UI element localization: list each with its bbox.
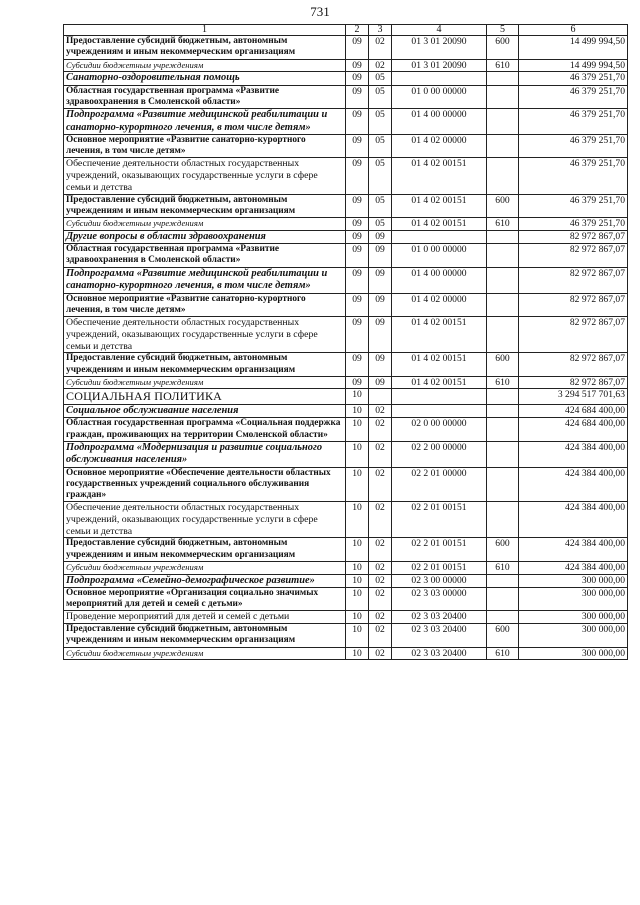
- row-amount: 424 684 400,00: [519, 418, 628, 442]
- row-name: Другие вопросы в области здравоохранения: [64, 230, 346, 243]
- row-expense-type: 600: [487, 353, 519, 377]
- row-name: Предоставление субсидий бюджетным, автономным учреждениям и иным некоммерческим организациям: [64, 36, 346, 60]
- row-amount: 424 684 400,00: [519, 404, 628, 417]
- budget-table: [63, 24, 628, 660]
- row-subsection: 02: [369, 624, 392, 648]
- table-row: [64, 624, 628, 648]
- row-subsection: 02: [369, 574, 392, 587]
- row-amount: 14 499 994,50: [519, 59, 628, 72]
- column-header-target-article: 4: [392, 25, 487, 36]
- row-expense-type: [487, 109, 519, 135]
- row-name: Основное мероприятие «Развитие санаторно-курортного лечения, в том числе детям»: [64, 293, 346, 316]
- row-target-article: 01 3 01 20090: [392, 36, 487, 60]
- table-row: [64, 538, 628, 562]
- row-amount: 424 384 400,00: [519, 538, 628, 562]
- table-row: [64, 293, 628, 316]
- table-row: [64, 588, 628, 611]
- table-row: [64, 267, 628, 293]
- row-name: Субсидии бюджетным учреждениям: [64, 562, 346, 575]
- row-expense-type: [487, 404, 519, 417]
- row-section: 10: [346, 404, 369, 417]
- row-target-article: 01 0 00 00000: [392, 85, 487, 109]
- row-name: Санаторно-оздоровительная помощь: [64, 72, 346, 85]
- row-section: 10: [346, 562, 369, 575]
- row-subsection: 09: [369, 376, 392, 389]
- row-name: Обеспечение деятельности областных государственных учреждений, оказывающих государственные услуги в сфере семьи и детства: [64, 502, 346, 538]
- row-subsection: 09: [369, 267, 392, 293]
- table-row: [64, 230, 628, 243]
- row-amount: 300 000,00: [519, 574, 628, 587]
- row-target-article: 02 2 01 00000: [392, 467, 487, 501]
- table-row: [64, 562, 628, 575]
- row-name: Подпрограмма «Модернизация и развитие социального обслуживания населения»: [64, 441, 346, 467]
- row-subsection: 02: [369, 502, 392, 538]
- row-amount: 46 379 251,70: [519, 158, 628, 194]
- row-name: Предоставление субсидий бюджетным, автономным учреждениям и иным некоммерческим организациям: [64, 353, 346, 377]
- row-target-article: 02 3 03 00000: [392, 588, 487, 611]
- row-expense-type: 610: [487, 647, 519, 660]
- table-row: [64, 647, 628, 660]
- table-row: [64, 418, 628, 442]
- row-name: Основное мероприятие «Развитие санаторно-курортного лечения, в том числе детям»: [64, 135, 346, 158]
- row-subsection: 02: [369, 404, 392, 417]
- row-section: 10: [346, 502, 369, 538]
- row-name: Социальное обслуживание населения: [64, 404, 346, 417]
- row-subsection: 09: [369, 244, 392, 268]
- row-amount: 82 972 867,07: [519, 317, 628, 353]
- row-amount: 300 000,00: [519, 647, 628, 660]
- row-name: Субсидии бюджетным учреждениям: [64, 59, 346, 72]
- row-name: Субсидии бюджетным учреждениям: [64, 218, 346, 231]
- table-row: [64, 109, 628, 135]
- row-amount: 300 000,00: [519, 588, 628, 611]
- row-name: Субсидии бюджетным учреждениям: [64, 376, 346, 389]
- row-expense-type: 610: [487, 562, 519, 575]
- row-target-article: 01 4 02 00000: [392, 135, 487, 158]
- row-subsection: 05: [369, 109, 392, 135]
- row-expense-type: [487, 293, 519, 316]
- row-subsection: 02: [369, 467, 392, 501]
- row-target-article: [392, 72, 487, 85]
- row-section: 09: [346, 293, 369, 316]
- row-subsection: 05: [369, 135, 392, 158]
- row-name: Областная государственная программа «Социальная поддержка граждан, проживающих на территории Смоленской области»: [64, 418, 346, 442]
- column-header-amount: 6: [519, 25, 628, 36]
- row-section: 10: [346, 538, 369, 562]
- row-amount: 82 972 867,07: [519, 376, 628, 389]
- row-expense-type: 600: [487, 194, 519, 218]
- row-section: 09: [346, 59, 369, 72]
- row-expense-type: [487, 317, 519, 353]
- row-section: 09: [346, 218, 369, 231]
- row-section: 09: [346, 72, 369, 85]
- row-section: 09: [346, 230, 369, 243]
- row-section: 09: [346, 85, 369, 109]
- row-name: Основное мероприятие «Организация социально значимых мероприятий для детей и семей с детьми»: [64, 588, 346, 611]
- table-row: [64, 59, 628, 72]
- row-section: 09: [346, 376, 369, 389]
- row-expense-type: [487, 441, 519, 467]
- row-section: 09: [346, 267, 369, 293]
- row-section: 09: [346, 36, 369, 60]
- row-expense-type: 600: [487, 36, 519, 60]
- table-row: [64, 376, 628, 389]
- row-name: Обеспечение деятельности областных государственных учреждений, оказывающих государственные услуги в сфере семьи и детства: [64, 158, 346, 194]
- row-amount: 424 384 400,00: [519, 441, 628, 467]
- row-section: 10: [346, 588, 369, 611]
- table-row: [64, 85, 628, 109]
- row-section: 09: [346, 317, 369, 353]
- row-subsection: 02: [369, 36, 392, 60]
- table-row: [64, 353, 628, 377]
- row-target-article: 02 2 01 00151: [392, 562, 487, 575]
- row-amount: 46 379 251,70: [519, 85, 628, 109]
- row-subsection: 05: [369, 85, 392, 109]
- row-target-article: 01 0 00 00000: [392, 244, 487, 268]
- row-subsection: 02: [369, 441, 392, 467]
- row-expense-type: 610: [487, 376, 519, 389]
- row-expense-type: [487, 611, 519, 624]
- column-header-name: 1: [64, 25, 346, 36]
- row-amount: 424 384 400,00: [519, 562, 628, 575]
- row-target-article: 02 2 01 00151: [392, 502, 487, 538]
- row-name: Предоставление субсидий бюджетным, автономным учреждениям и иным некоммерческим организациям: [64, 538, 346, 562]
- table-row: [64, 218, 628, 231]
- row-subsection: 02: [369, 418, 392, 442]
- row-section: 09: [346, 158, 369, 194]
- row-subsection: 02: [369, 562, 392, 575]
- row-name: Областная государственная программа «Развитие здравоохранения в Смоленской области»: [64, 85, 346, 109]
- row-target-article: 01 4 00 00000: [392, 109, 487, 135]
- row-expense-type: [487, 230, 519, 243]
- table-row: [64, 441, 628, 467]
- row-subsection: 02: [369, 611, 392, 624]
- row-name: Субсидии бюджетным учреждениям: [64, 647, 346, 660]
- row-amount: 82 972 867,07: [519, 267, 628, 293]
- row-section: 09: [346, 135, 369, 158]
- row-name: СОЦИАЛЬНАЯ ПОЛИТИКА: [64, 389, 346, 404]
- row-name: Областная государственная программа «Развитие здравоохранения в Смоленской области»: [64, 244, 346, 268]
- row-target-article: [392, 230, 487, 243]
- row-name: Подпрограмма «Семейно-демографическое развитие»: [64, 574, 346, 587]
- table-header-row: [64, 25, 628, 36]
- row-subsection: 09: [369, 230, 392, 243]
- row-target-article: 01 4 02 00151: [392, 353, 487, 377]
- row-expense-type: [487, 389, 519, 404]
- row-name: Обеспечение деятельности областных государственных учреждений, оказывающих государственные услуги в сфере семьи и детства: [64, 317, 346, 353]
- row-subsection: 09: [369, 317, 392, 353]
- row-name: Подпрограмма «Развитие медицинской реабилитации и санаторно-курортного лечения, в том числе детям»: [64, 109, 346, 135]
- column-header-subsection: 3: [369, 25, 392, 36]
- table-row: [64, 194, 628, 218]
- row-section: 10: [346, 389, 369, 404]
- row-amount: 82 972 867,07: [519, 244, 628, 268]
- row-subsection: 09: [369, 353, 392, 377]
- row-expense-type: [487, 158, 519, 194]
- table-row: [64, 404, 628, 417]
- row-section: 09: [346, 109, 369, 135]
- page-number: 731: [310, 4, 330, 19]
- row-target-article: 01 4 02 00151: [392, 317, 487, 353]
- row-section: 10: [346, 418, 369, 442]
- row-subsection: 02: [369, 538, 392, 562]
- row-target-article: 01 4 02 00151: [392, 376, 487, 389]
- table-row: [64, 72, 628, 85]
- row-section: 09: [346, 353, 369, 377]
- row-target-article: 02 3 03 20400: [392, 647, 487, 660]
- row-name: Подпрограмма «Развитие медицинской реабилитации и санаторно-курортного лечения, в том числе детям»: [64, 267, 346, 293]
- row-subsection: 05: [369, 194, 392, 218]
- row-target-article: [392, 389, 487, 404]
- row-amount: 300 000,00: [519, 611, 628, 624]
- row-name: Предоставление субсидий бюджетным, автономным учреждениям и иным некоммерческим организациям: [64, 194, 346, 218]
- table-row: [64, 135, 628, 158]
- row-target-article: 02 2 00 00000: [392, 441, 487, 467]
- row-target-article: 02 3 03 20400: [392, 611, 487, 624]
- row-expense-type: [487, 467, 519, 501]
- row-section: 10: [346, 441, 369, 467]
- row-amount: 3 294 517 701,63: [519, 389, 628, 404]
- row-name: Проведение мероприятий для детей и семей с детьми: [64, 611, 346, 624]
- row-target-article: 01 4 02 00000: [392, 293, 487, 316]
- row-expense-type: [487, 502, 519, 538]
- row-expense-type: 600: [487, 624, 519, 648]
- row-section: 10: [346, 647, 369, 660]
- row-target-article: 01 4 02 00151: [392, 194, 487, 218]
- row-amount: 82 972 867,07: [519, 230, 628, 243]
- row-expense-type: [487, 244, 519, 268]
- row-subsection: [369, 389, 392, 404]
- row-section: 10: [346, 624, 369, 648]
- row-target-article: 02 3 00 00000: [392, 574, 487, 587]
- row-subsection: 02: [369, 647, 392, 660]
- row-target-article: 01 4 00 00000: [392, 267, 487, 293]
- row-name: Предоставление субсидий бюджетным, автономным учреждениям и иным некоммерческим организациям: [64, 624, 346, 648]
- table-row: [64, 158, 628, 194]
- row-subsection: 09: [369, 293, 392, 316]
- row-amount: 14 499 994,50: [519, 36, 628, 60]
- table-row: [64, 574, 628, 587]
- row-expense-type: 610: [487, 59, 519, 72]
- row-section: 09: [346, 244, 369, 268]
- row-subsection: 05: [369, 218, 392, 231]
- table-row: [64, 317, 628, 353]
- row-amount: 82 972 867,07: [519, 353, 628, 377]
- row-subsection: 02: [369, 59, 392, 72]
- row-target-article: 01 4 02 00151: [392, 158, 487, 194]
- row-amount: 46 379 251,70: [519, 194, 628, 218]
- row-amount: 46 379 251,70: [519, 218, 628, 231]
- table-row: [64, 36, 628, 60]
- row-target-article: 02 2 01 00151: [392, 538, 487, 562]
- row-expense-type: [487, 85, 519, 109]
- column-header-expense-type: 5: [487, 25, 519, 36]
- row-amount: 424 384 400,00: [519, 502, 628, 538]
- row-amount: 82 972 867,07: [519, 293, 628, 316]
- row-target-article: 01 4 02 00151: [392, 218, 487, 231]
- row-subsection: 05: [369, 158, 392, 194]
- row-target-article: [392, 404, 487, 417]
- table-row: [64, 502, 628, 538]
- row-amount: 46 379 251,70: [519, 135, 628, 158]
- row-subsection: 02: [369, 588, 392, 611]
- row-amount: 46 379 251,70: [519, 72, 628, 85]
- row-expense-type: [487, 418, 519, 442]
- row-target-article: 02 3 03 20400: [392, 624, 487, 648]
- row-amount: 46 379 251,70: [519, 109, 628, 135]
- row-section: 10: [346, 467, 369, 501]
- row-section: 10: [346, 574, 369, 587]
- row-expense-type: [487, 72, 519, 85]
- row-expense-type: 610: [487, 218, 519, 231]
- row-target-article: 01 3 01 20090: [392, 59, 487, 72]
- table-row: [64, 389, 628, 404]
- row-amount: 300 000,00: [519, 624, 628, 648]
- row-expense-type: 600: [487, 538, 519, 562]
- row-name: Основное мероприятие «Обеспечение деятельности областных государственных учреждений социального обслуживания граждан»: [64, 467, 346, 501]
- row-subsection: 05: [369, 72, 392, 85]
- row-expense-type: [487, 135, 519, 158]
- column-header-section: 2: [346, 25, 369, 36]
- row-expense-type: [487, 267, 519, 293]
- row-amount: 424 384 400,00: [519, 467, 628, 501]
- row-section: 10: [346, 611, 369, 624]
- table-row: [64, 467, 628, 501]
- table-row: [64, 611, 628, 624]
- row-section: 09: [346, 194, 369, 218]
- row-target-article: 02 0 00 00000: [392, 418, 487, 442]
- table-row: [64, 244, 628, 268]
- row-expense-type: [487, 574, 519, 587]
- row-expense-type: [487, 588, 519, 611]
